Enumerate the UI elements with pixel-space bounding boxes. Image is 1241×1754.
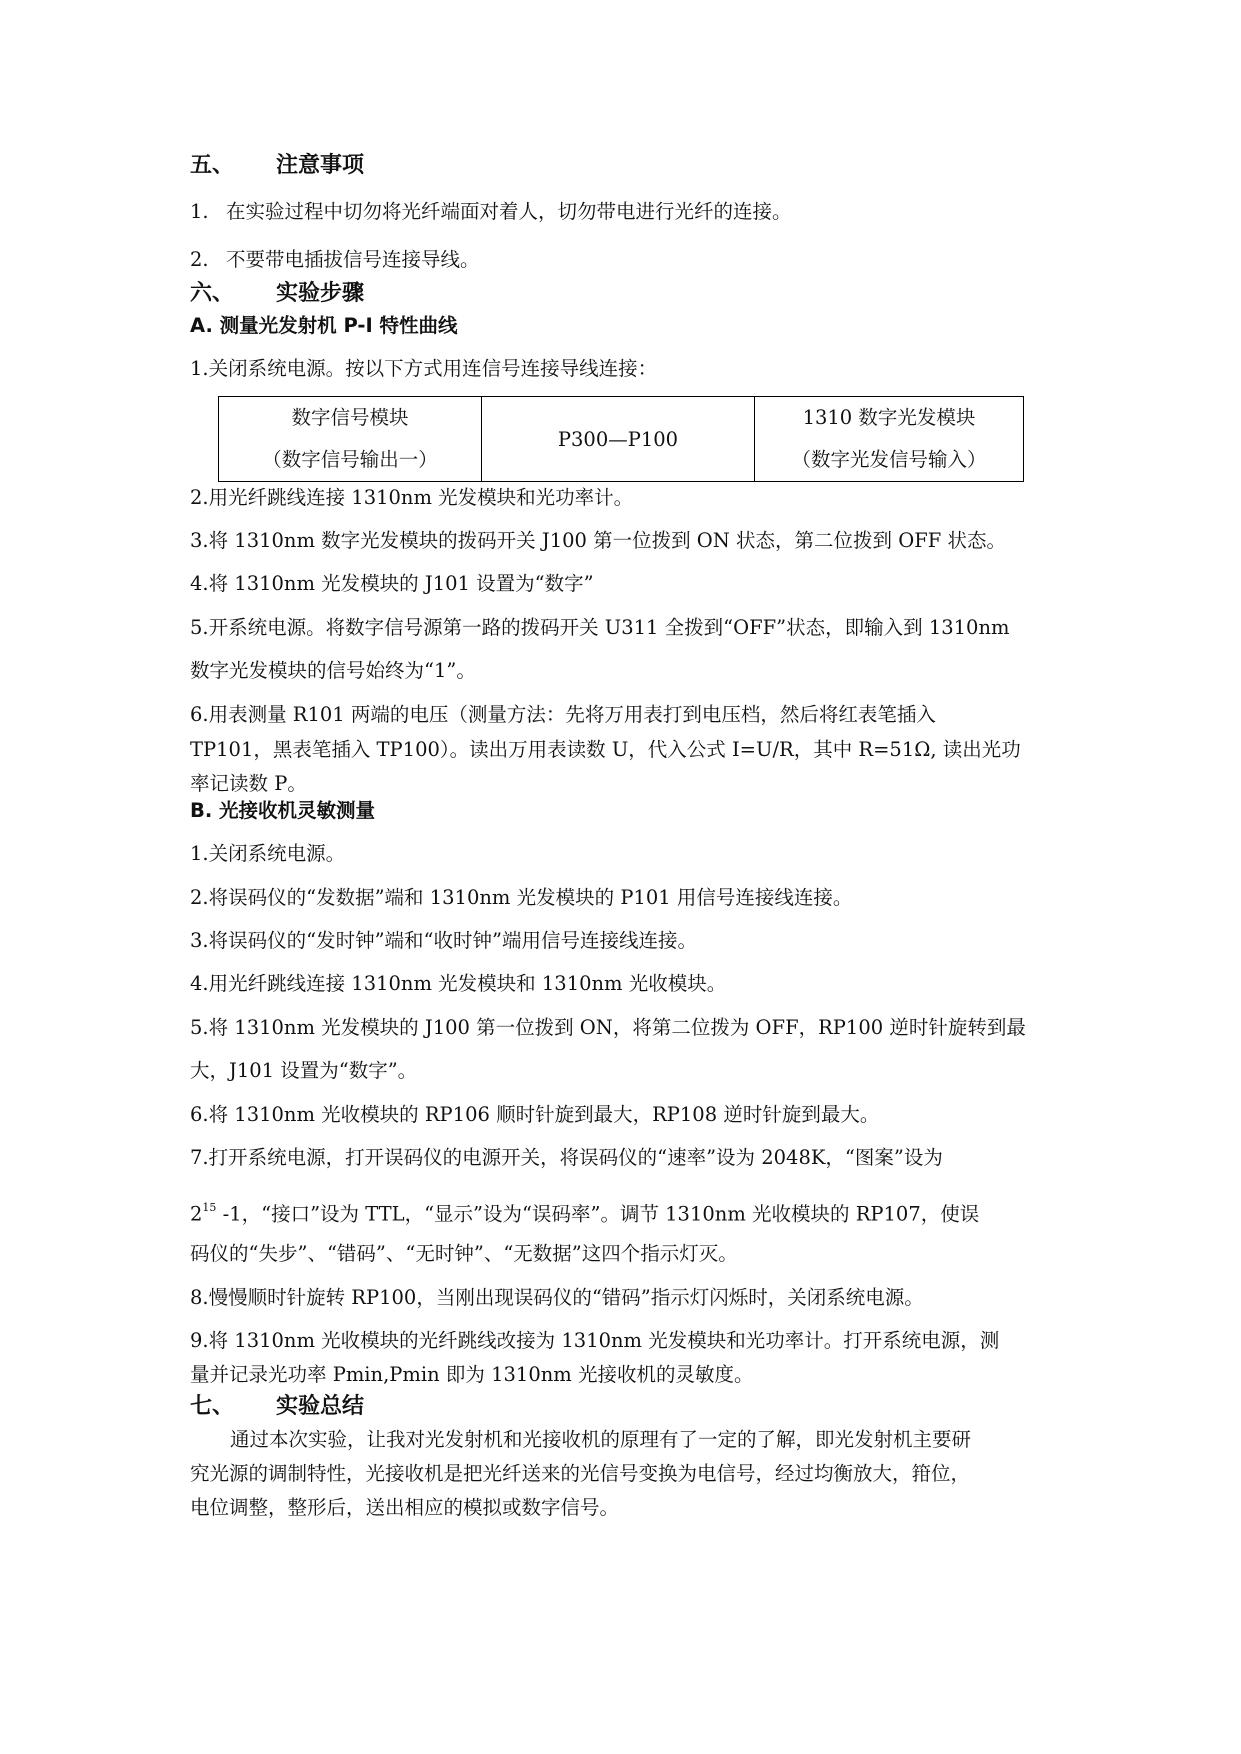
partB-step-6: 6.将 1310nm 光收模块的 RP106 顺时针旋到最大，RP108 逆时针旋到最大。: [190, 1103, 880, 1126]
partA-step-5-line-1: 5.开系统电源。将数字信号源第一路的拨码开关 U311 全拨到“OFF”状态，即输入到 1310nm: [190, 616, 1010, 639]
source-module: 数字信号模块: [291, 406, 409, 429]
partB-step-8: 8.慢慢顺时针旋转 RP100，当刚出现误码仪的“错码”指示灯闪烁时，关闭系统电源。: [190, 1286, 924, 1309]
section6-heading: [190, 280, 364, 308]
section5-number: 五、: [190, 153, 235, 178]
connection-table: [218, 396, 1024, 482]
connection-label: P300—P100: [557, 427, 679, 451]
partB-step-7-line-2: [190, 1196, 979, 1229]
partA-step-6-line-2: TP101，黑表笔插入 TP100）。读出万用表读数 U，代入公式 I=U/R，其中 R=51Ω, 读出光功: [190, 738, 1021, 761]
source-port: （数字信号输出一）: [262, 448, 438, 471]
section6-number: 六、: [190, 281, 235, 306]
summary-line-1: 通过本次实验，让我对光发射机和光接收机的原理有了一定的了解，即光发射机主要研: [230, 1428, 972, 1451]
partB-step-9-line-2: 量并记录光功率 Pmin,Pmin 即为 1310nm 光接收机的灵敏度。: [190, 1363, 754, 1386]
table-cell-target: [755, 397, 1024, 482]
partB-step-4: 4.用光纤跳线连接 1310nm 光发模块和 1310nm 光收模块。: [190, 972, 727, 995]
item-text: 在实验过程中切勿将光纤端面对着人，切勿带电进行光纤的连接。: [226, 200, 792, 223]
partA-step-1: 1.关闭系统电源。按以下方式用连信号连接导线连接：: [190, 357, 658, 380]
partA-step-4: 4.将 1310nm 光发模块的 J101 设置为“数字”: [190, 572, 594, 595]
partA-title: A. 测量光发射机 P-I 特性曲线: [190, 314, 458, 337]
section7-title: 实验总结: [276, 1394, 365, 1419]
section5-item-2: [190, 246, 480, 274]
item-text: 不要带电插拔信号连接导线。: [226, 248, 480, 271]
partB-step-7-line-1: 7.打开系统电源，打开误码仪的电源开关，将误码仪的“速率”设为 2048K，“图案”设为: [190, 1146, 943, 1169]
table-cell-connection: [482, 397, 755, 482]
partA-step-6-line-1: 6.用表测量 R101 两端的电压（测量方法：先将万用表打到电压档，然后将红表笔插入: [190, 703, 936, 726]
partB-step-9-line-1: 9.将 1310nm 光收模块的光纤跳线改接为 1310nm 光发模块和光功率计。打开系统电源，测: [190, 1329, 1000, 1352]
partA-step-2: 2.用光纤跳线连接 1310nm 光发模块和光功率计。: [190, 486, 634, 509]
summary-line-3: 电位调整，整形后，送出相应的模拟或数字信号。: [190, 1496, 620, 1519]
partA-step-3: 3.将 1310nm 数字光发模块的拨码开关 J100 第一位拨到 ON 状态，第二位拨到 OFF 状态。: [190, 529, 1007, 552]
partA-step-5-line-2: 数字光发模块的信号始终为“1”。: [190, 659, 476, 682]
section5-item-1: [190, 198, 792, 226]
summary-line-2: 究光源的调制特性，光接收机是把光纤送来的光信号变换为电信号，经过均衡放大，箝位，: [190, 1462, 971, 1485]
table-cell-source: [219, 397, 482, 482]
target-port: （数字光发信号输入）: [791, 448, 987, 471]
section6-title: 实验步骤: [276, 281, 365, 306]
power-exponent: 15: [202, 1201, 217, 1214]
partB-title: B. 光接收机灵敏测量: [190, 799, 376, 822]
partB-step-7-line-3: 码仪的“失步”、“错码”、“无时钟”、“无数据”这四个指示灯灭。: [190, 1242, 738, 1265]
partB-step-2: 2.将误码仪的“发数据”端和 1310nm 光发模块的 P101 用信号连接线连接。: [190, 886, 853, 909]
section7-number: 七、: [190, 1394, 235, 1419]
partB-step-1: 1.关闭系统电源。: [190, 842, 346, 865]
item-number: 1.: [190, 200, 209, 223]
partB-step-7-text: -1，“接口”设为 TTL，“显示”设为“误码率”。调节 1310nm 光收模块的 RP107，使误: [216, 1202, 980, 1226]
item-number: 2.: [190, 248, 209, 271]
partB-step-5-line-1: 5.将 1310nm 光发模块的 J100 第一位拨到 ON，将第二位拨为 OFF，RP100 逆时针旋转到最: [190, 1016, 1026, 1039]
partB-step-3: 3.将误码仪的“发时钟”端和“收时钟”端用信号连接线连接。: [190, 929, 697, 952]
section7-heading: [190, 1393, 364, 1421]
partB-step-5-line-2: 大，J101 设置为“数字”。: [190, 1059, 418, 1082]
section5-title: 注意事项: [276, 153, 365, 178]
partA-step-6-line-3: 率记读数 P。: [190, 772, 307, 795]
section5-heading: [190, 152, 364, 180]
target-module: 1310 数字光发模块: [802, 406, 976, 429]
power-base: 2: [190, 1202, 203, 1226]
